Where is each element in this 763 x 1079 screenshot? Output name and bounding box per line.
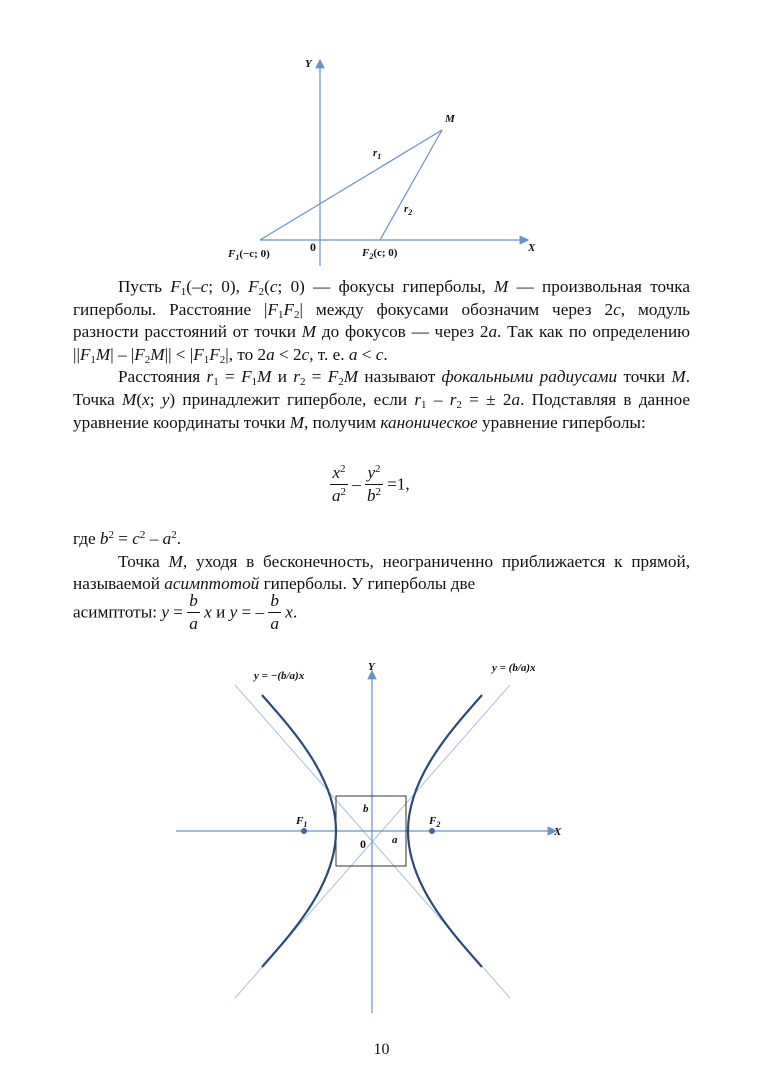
x-axis-label: X — [554, 826, 562, 838]
label-a: a — [392, 834, 398, 846]
focus1-label: $F_1(-c$; 0) — [228, 248, 270, 262]
origin-label: 0 — [360, 837, 366, 851]
body-text-1 — [73, 276, 690, 434]
paragraph-b-def: где $b^2 = c^2 - a^2$. — [73, 529, 181, 548]
point-m-label: M — [445, 113, 455, 125]
r1-label: $r_1$ — [373, 147, 382, 161]
focus2-point — [429, 828, 435, 834]
label-b: b — [363, 803, 369, 815]
page-number: 10 — [373, 1041, 390, 1058]
asymptote-negative-label: y = −(b/a)x — [254, 670, 305, 682]
segment-r1 — [260, 130, 442, 240]
paragraph-asymptote: Точка M, уходя в бесконечность, неограниченно приближается к прямой, называемой асимптотой гиперболы. У гиперболы две — [73, 551, 690, 594]
asymptote-positive-label: y = (b/a)x — [492, 662, 536, 674]
focus2-label: $F_2(c$; 0) — [362, 247, 398, 261]
segment-r2 — [380, 130, 442, 240]
figure-focal-radii — [220, 52, 550, 267]
asymptotes-line: асимптоты: y = $\frac{b}{a}$ x и y = – $\frac{b}{a}$ x. — [73, 591, 298, 633]
focus2-label: $F_2$ — [429, 815, 441, 829]
origin-label: 0 — [310, 240, 316, 254]
r2-label: $r_2$ — [404, 203, 413, 217]
y-axis-label: Y — [305, 58, 312, 70]
focus1-label: $F_1$ — [296, 815, 308, 829]
canonical-equation: $\frac{x^2}{a^2}$ – $\frac{y^2}{b^2}$ =1, — [332, 463, 410, 505]
body-text-2 — [73, 528, 690, 596]
paragraph-foci: Пусть $F_1(-c$; 0), $F_2(c$; 0) — фокусы гиперболы, M — произвольная точка гиперболы. Расстояние $|F_1F_2|$ между фокусами обозначим через 2c, модуль разности расстояний от точки M до фокусов — через 2a. Так как по определению $||F_1M| - |F_2M|| < |F_1F_2|$, то 2a < 2c, т. е. a < c. — [73, 277, 691, 366]
x-axis-label: X — [528, 242, 536, 254]
y-axis-label: Y — [368, 661, 375, 673]
paragraph-focal-radii: Расстояния $r_1 = F_1M$ и $r_2 = F_2M$ называют фокальными радиусами точки M. Точка M(x; y) принадлежит гиперболе, если $r_1 - r_2$ = ± 2a. Подставляя в данное уравнение координаты точки M, получим каноническое уравнение гиперболы: — [73, 367, 691, 432]
figure-hyperbola — [170, 655, 590, 1015]
